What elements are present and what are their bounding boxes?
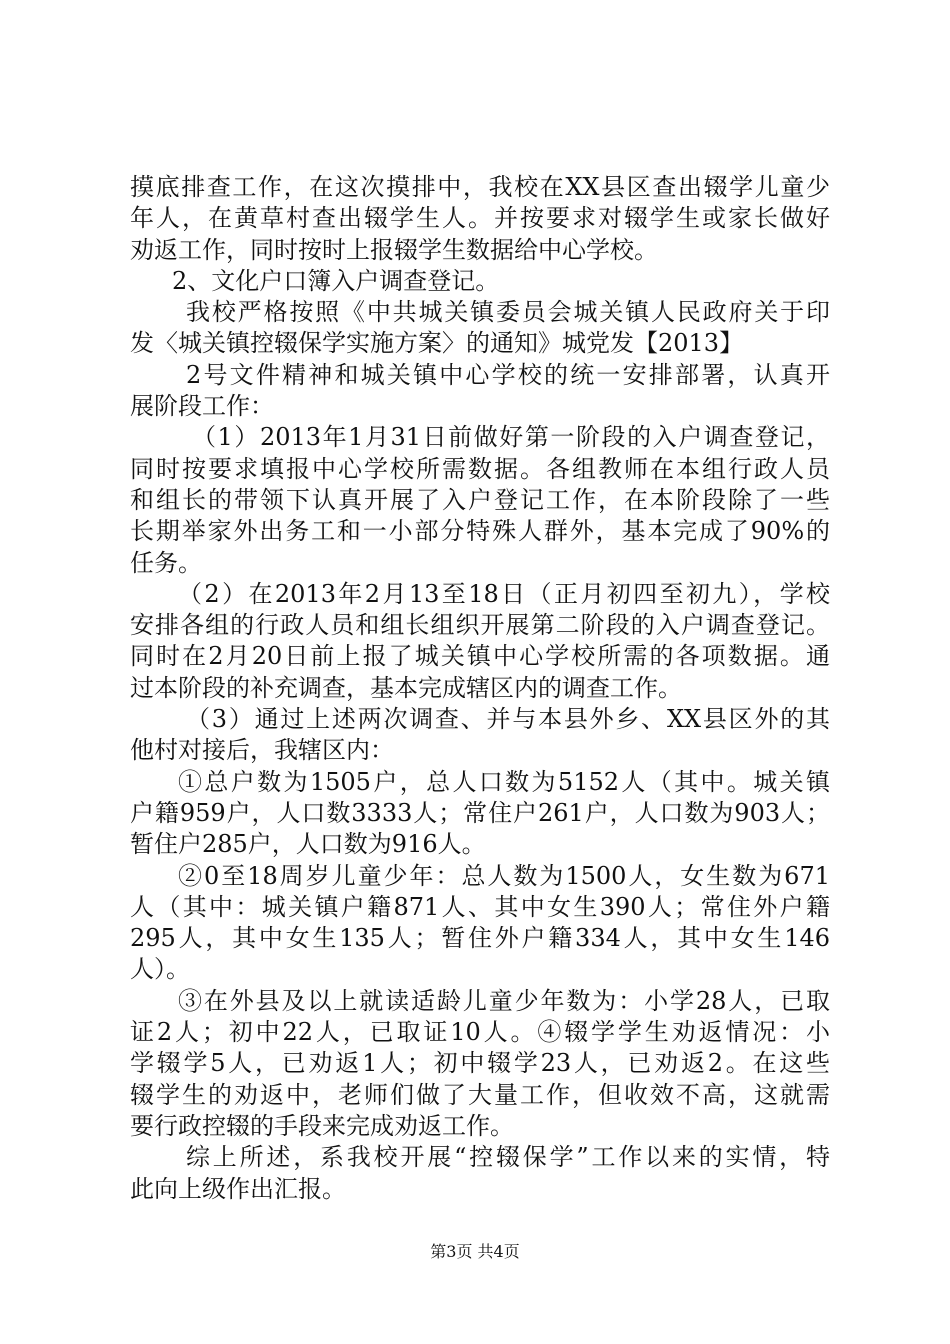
body-line: 此向上级作出汇报。 <box>130 1174 346 1203</box>
body-line: 2号文件精神和城关镇中心学校的统一安排部署，认真开 <box>186 360 830 389</box>
body-line: 要行政控辍的手段来完成劝返工作。 <box>130 1111 514 1140</box>
body-line: 他村对接后，我辖区内： <box>130 736 394 765</box>
body-line: （1）2013年1月31日前做好第一阶段的入户调查登记， <box>192 423 830 452</box>
body-line: 展阶段工作： <box>130 392 274 421</box>
body-line: 过本阶段的补充调查，基本完成辖区内的调查工作。 <box>130 673 682 702</box>
body-line: 安排各组的行政人员和组长组织开展第二阶段的入户调查登记。 <box>130 611 830 640</box>
page-number-footer: 第3页 共4页 <box>430 1242 520 1261</box>
body-line: 任务。 <box>130 548 202 577</box>
body-line: 人（其中：城关镇户籍871人、其中女生390人；常住外户籍 <box>130 892 830 921</box>
body-line: 发〈城关镇控辍保学实施方案〉的通知》城党发【2013】 <box>130 329 744 358</box>
body-line: 我校严格按照《中共城关镇委员会城关镇人民政府关于印 <box>186 298 830 327</box>
document-body <box>130 172 830 1205</box>
body-line: 年人，在黄草村查出辍学生人。并按要求对辍学生或家长做好 <box>130 204 830 233</box>
body-line: ②0至18周岁儿童少年：总人数为1500人，女生数为671 <box>178 861 830 890</box>
section-heading: 2、文化户口簿入户调查登记。 <box>172 266 500 295</box>
body-line: 劝返工作，同时按时上报辍学生数据给中心学校。 <box>130 235 658 264</box>
body-line: 和组长的带领下认真开展了入户登记工作，在本阶段除了一些 <box>130 485 830 514</box>
body-line: 辍学生的劝返中，老师们做了大量工作，但收效不高，这就需 <box>130 1080 830 1109</box>
body-line: （3）通过上述两次调查、并与本县外乡、XX县区外的其 <box>186 705 830 734</box>
body-line: 295人，其中女生135人；暂住外户籍334人，其中女生146 <box>130 924 830 953</box>
body-line: 学辍学5人，已劝返1人；初中辍学23人，已劝返2。在这些 <box>130 1049 830 1078</box>
body-line: 证2人；初中22人，已取证10人。④辍学学生劝返情况：小 <box>130 1018 830 1047</box>
body-line: ③在外县及以上就读适龄儿童少年数为：小学28人，已取 <box>178 986 830 1015</box>
body-line: 人）。 <box>130 955 190 984</box>
body-line: 综上所述，系我校开展“控辍保学”工作以来的实情，特 <box>186 1143 830 1172</box>
body-line: 同时在2月20日前上报了城关镇中心学校所需的各项数据。通 <box>130 642 830 671</box>
body-line: 长期举家外出务工和一小部分特殊人群外，基本完成了90%的 <box>130 517 830 546</box>
body-line: 同时按要求填报中心学校所需数据。各组教师在本组行政人员 <box>130 454 830 483</box>
body-line: 摸底排查工作，在这次摸排中，我校在XX县区查出辍学儿童少 <box>130 173 830 201</box>
body-line: 暂住户285户，人口数为916人。 <box>130 830 486 859</box>
body-line: （2）在2013年2月13至18日（正月初四至初九），学校 <box>178 579 830 608</box>
body-line: 户籍959户，人口数3333人；常住户261户，人口数为903人； <box>130 798 830 827</box>
body-line: ①总户数为1505户，总人口数为5152人（其中。城关镇 <box>178 767 830 796</box>
